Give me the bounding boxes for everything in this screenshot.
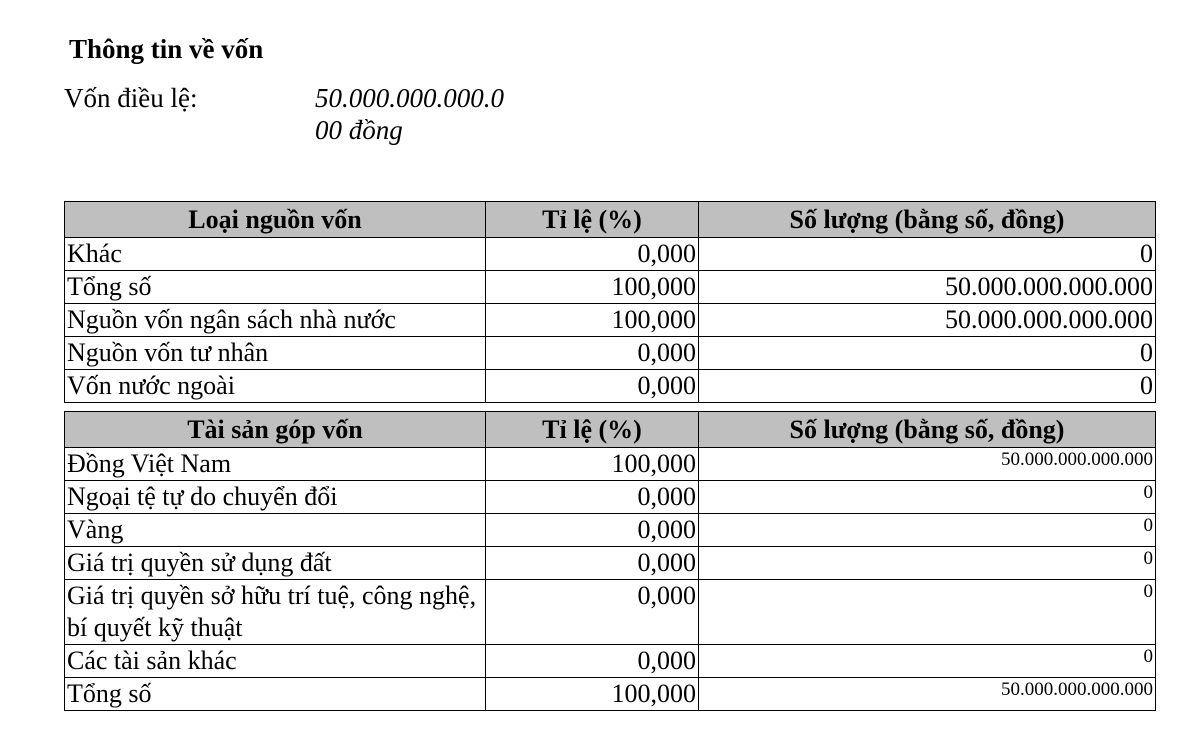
row-name: Giá trị quyền sở hữu trí tuệ, công nghệ, bí quyết kỹ thuật bbox=[65, 580, 486, 645]
row-ratio: 0,000 bbox=[486, 580, 699, 645]
row-amount: 0 bbox=[699, 370, 1156, 403]
row-ratio: 0,000 bbox=[486, 481, 699, 514]
row-amount: 0 bbox=[699, 337, 1156, 370]
row-ratio: 0,000 bbox=[486, 645, 699, 678]
row-amount: 0 bbox=[699, 645, 1156, 678]
column-header-amount: Số lượng (bằng số, đồng) bbox=[699, 412, 1156, 448]
column-header-ratio: Tỉ lệ (%) bbox=[486, 202, 699, 238]
contributed-assets-table bbox=[64, 411, 1156, 711]
table-row bbox=[65, 271, 1156, 304]
charter-capital-value bbox=[315, 82, 504, 146]
table-row bbox=[65, 370, 1156, 403]
charter-capital-value-line2: 00 đồng bbox=[315, 115, 403, 145]
table-row bbox=[65, 238, 1156, 271]
row-name: Tổng số bbox=[65, 271, 486, 304]
charter-capital-value-line1: 50.000.000.000.0 bbox=[315, 83, 504, 113]
table-row bbox=[65, 678, 1156, 711]
row-amount: 50.000.000.000.000 bbox=[699, 448, 1156, 481]
row-name: Ngoại tệ tự do chuyển đổi bbox=[65, 481, 486, 514]
table-row bbox=[65, 448, 1156, 481]
row-amount: 0 bbox=[699, 547, 1156, 580]
row-ratio: 0,000 bbox=[486, 238, 699, 271]
table-header-row bbox=[65, 202, 1156, 238]
row-amount: 50.000.000.000.000 bbox=[699, 304, 1156, 337]
row-name: Nguồn vốn ngân sách nhà nước bbox=[65, 304, 486, 337]
table-header-row bbox=[65, 412, 1156, 448]
column-header-amount: Số lượng (bằng số, đồng) bbox=[699, 202, 1156, 238]
row-name: Các tài sản khác bbox=[65, 645, 486, 678]
row-ratio: 0,000 bbox=[486, 370, 699, 403]
row-name: Đồng Việt Nam bbox=[65, 448, 486, 481]
table-row bbox=[65, 304, 1156, 337]
charter-capital-label: Vốn điều lệ: bbox=[64, 83, 198, 113]
row-ratio: 0,000 bbox=[486, 337, 699, 370]
capital-sources-table bbox=[64, 201, 1156, 403]
table-row bbox=[65, 547, 1156, 580]
row-name: Giá trị quyền sử dụng đất bbox=[65, 547, 486, 580]
row-name: Vốn nước ngoài bbox=[65, 370, 486, 403]
row-name: Khác bbox=[65, 238, 486, 271]
row-name: Nguồn vốn tư nhân bbox=[65, 337, 486, 370]
column-header-asset-type: Tài sản góp vốn bbox=[65, 412, 486, 448]
row-name: Vàng bbox=[65, 514, 486, 547]
section-title: Thông tin về vốn bbox=[69, 34, 264, 64]
table-row bbox=[65, 481, 1156, 514]
row-amount: 50.000.000.000.000 bbox=[699, 271, 1156, 304]
table-row bbox=[65, 580, 1156, 645]
row-ratio: 100,000 bbox=[486, 678, 699, 711]
row-ratio: 0,000 bbox=[486, 547, 699, 580]
row-amount: 0 bbox=[699, 238, 1156, 271]
column-header-source-type: Loại nguồn vốn bbox=[65, 202, 486, 238]
row-amount: 0 bbox=[699, 514, 1156, 547]
row-amount: 0 bbox=[699, 580, 1156, 645]
row-amount: 0 bbox=[699, 481, 1156, 514]
row-amount: 50.000.000.000.000 bbox=[699, 678, 1156, 711]
row-ratio: 100,000 bbox=[486, 271, 699, 304]
column-header-ratio: Tỉ lệ (%) bbox=[486, 412, 699, 448]
row-name: Tổng số bbox=[65, 678, 486, 711]
row-ratio: 100,000 bbox=[486, 304, 699, 337]
table-row bbox=[65, 337, 1156, 370]
table-row bbox=[65, 514, 1156, 547]
row-ratio: 0,000 bbox=[486, 514, 699, 547]
row-ratio: 100,000 bbox=[486, 448, 699, 481]
table-row bbox=[65, 645, 1156, 678]
